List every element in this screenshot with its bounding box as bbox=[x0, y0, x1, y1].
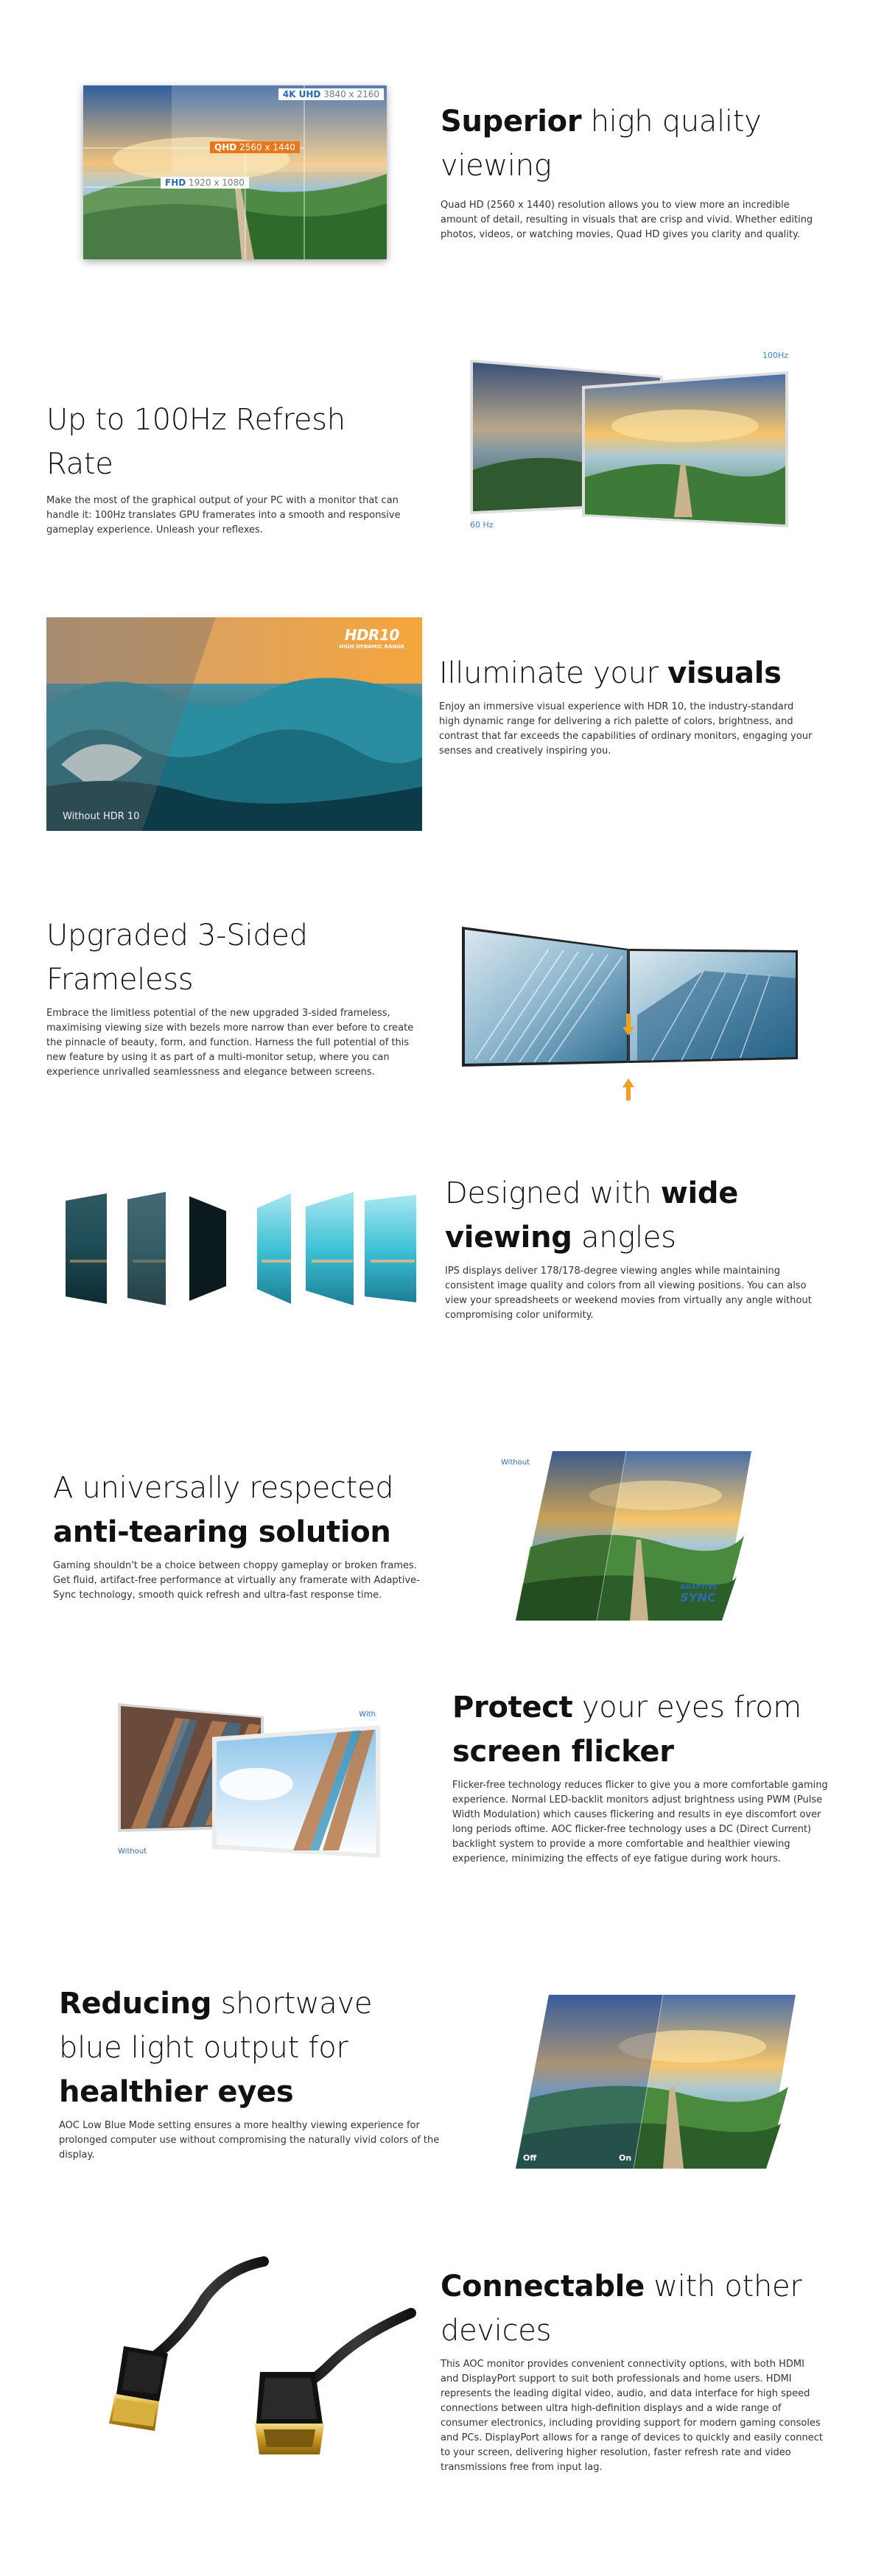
flicker-monitor-with bbox=[212, 1725, 380, 1858]
qhd-heading: Superior high quality viewing bbox=[441, 105, 762, 183]
label-qhd-name: QHD bbox=[214, 142, 237, 152]
viewing-section bbox=[0, 1149, 884, 1385]
refresh-text bbox=[46, 398, 407, 538]
dual-monitor-image bbox=[460, 927, 799, 1126]
viewing-text bbox=[445, 1171, 821, 1323]
label-qhd bbox=[210, 141, 300, 153]
tearing-text bbox=[53, 1466, 436, 1603]
label-4k-uhd bbox=[278, 88, 384, 100]
flicker-text bbox=[452, 1685, 828, 1867]
hdr-comparison-image bbox=[46, 617, 422, 831]
adaptive-sync-logo-top: ADAPTIVE bbox=[680, 1584, 718, 1591]
cables-image bbox=[80, 2254, 418, 2475]
label-without-hdr: Without HDR 10 bbox=[63, 811, 140, 822]
flicker-section bbox=[0, 1672, 884, 1923]
label-60hz: 60 Hz bbox=[470, 520, 494, 530]
viewing-angle-image-dark bbox=[63, 1186, 232, 1311]
frameless-heading: Upgraded 3-Sided Frameless bbox=[46, 919, 308, 997]
refresh-description: Make the most of the graphical output of your PC with a monitor that can handle it: 100Hz translates GPU framerates into a smooth and responsive gameplay experience. Unleash your reflexes. bbox=[46, 495, 401, 536]
hdr10-badge-text: HDR10 bbox=[344, 626, 399, 644]
bluelight-heading: Reducing shortwave blue light output for healthier eyes bbox=[59, 1987, 373, 2109]
label-with-flicker: With bbox=[359, 1710, 376, 1719]
tearing-description: Gaming shouldn't be a choice between choppy gameplay or broken frames. Get fluid, artifact-free performance at virtually any framerate with Adaptive-Sync technology, smooth quick refresh and ultra-fast response time. bbox=[53, 1560, 420, 1601]
label-off: Off bbox=[523, 2153, 537, 2163]
frameless-text bbox=[46, 913, 429, 1080]
monitor-right bbox=[628, 949, 798, 1063]
hdr-text bbox=[439, 651, 815, 759]
label-fhd bbox=[161, 177, 249, 189]
adaptive-sync-image bbox=[501, 1451, 751, 1628]
qhd-description: Quad HD (2560 x 1440) resolution allows you to view more an incredible amount of detail, resulting in visuals that are crisp and vivid. Whether editing photos, videos, or watching movies, Quad HD gives you clarity and quality. bbox=[441, 200, 813, 240]
resolution-comparison-image bbox=[83, 85, 387, 259]
qhd-section bbox=[0, 0, 884, 295]
label-fhd-name: FHD bbox=[165, 178, 186, 188]
flicker-comparison-image bbox=[116, 1703, 382, 1873]
displayport-cable bbox=[109, 2261, 264, 2431]
label-100hz: 100Hz bbox=[762, 351, 788, 360]
flicker-description: Flicker-free technology reduces flicker to give you a more comfortable gaming experience. Normal LED-backlit monitors adjust brightness using PWM (Pulse Width Modulation) which causes flickering and results in eye discomfort over long periods oftime. AOC flicker-free technology uses a DC (Direct Current) backlight system to provide a more comfortable and healthier viewing experience, minimizing the effects of eye fatigue during work hours. bbox=[452, 1780, 828, 1864]
label-fhd-res: 1920 x 1080 bbox=[189, 178, 245, 188]
connect-text bbox=[441, 2264, 824, 2475]
hdmi-cable bbox=[255, 2313, 411, 2454]
qhd-text bbox=[441, 99, 816, 242]
bluelight-description: AOC Low Blue Mode setting ensures a more healthy viewing experience for prolonged computer use without compromising the naturally vivid colors of the display. bbox=[59, 2120, 440, 2161]
monitor-100hz bbox=[582, 371, 788, 527]
connect-section bbox=[0, 2239, 884, 2549]
refresh-comparison-image bbox=[464, 351, 803, 530]
adaptive-sync-logo bbox=[680, 1582, 718, 1603]
label-without-sync: Without bbox=[501, 1459, 530, 1467]
connect-description: This AOC monitor provides convenient connectivity options, with both HDMI and DisplayPort support to suit both professionals and home users. HDMI represents the leading digital video, audio, and data interface for high speed connections between ultra high-definition displays and a wide range of consumer electronics, including providing support for modern gaming consoles and PCs. DisplayPort allows for a range of devices to quickly and easily connect to your screen, delivering higher resolution, faster refresh rate and video transmissions free from input lag. bbox=[441, 2359, 823, 2473]
viewing-description: IPS displays deliver 178/178-degree viewing angles while maintaining consistent image quality and colors from all viewing positions. You can also view your spreadsheets or weekend movies from virtually any angle without compromising color uniformity. bbox=[445, 1266, 812, 1321]
label-without-flicker: Without bbox=[118, 1847, 147, 1856]
hdr-section bbox=[0, 611, 884, 854]
label-qhd-res: 2560 x 1440 bbox=[239, 142, 295, 152]
bluelight-text bbox=[59, 1982, 442, 2163]
hdr-heading: Illuminate your visuals bbox=[439, 656, 782, 690]
frameless-description: Embrace the limitless potential of the new upgraded 3-sided frameless, maximising viewing size with bezels more narrow than ever before to create the pinnacle of beauty, form, and function. Harness the full potential of this new feature by using it as part of a multi-monitor setup, where you can experience unrivalled seamlessness and elegance between screens. bbox=[46, 1008, 414, 1078]
hdr-description: Enjoy an immersive visual experience with HDR 10, the industry-standard high dynamic range for delivering a rich palette of colors, brightness, and contrast that far exceeds the capabilities of ordinary monitors, engaging your senses and creatively inspiring you. bbox=[439, 701, 813, 757]
frameless-section bbox=[0, 899, 884, 1120]
hdr10-badge-sub: HIGH DYNAMIC RANGE bbox=[339, 644, 404, 650]
viewing-angle-image-bright bbox=[254, 1186, 420, 1311]
refresh-heading: Up to 100Hz Refresh Rate bbox=[46, 403, 345, 481]
monitor-left bbox=[462, 927, 628, 1067]
tearing-heading: A universally respected anti-tearing solution bbox=[53, 1471, 394, 1549]
low-blue-comparison-image bbox=[516, 1995, 796, 2169]
connect-heading: Connectable with other devices bbox=[441, 2270, 802, 2348]
tearing-section bbox=[0, 1429, 884, 1650]
label-4k-res: 3840 x 2160 bbox=[323, 89, 379, 99]
adaptive-sync-logo-bottom: SYNC bbox=[680, 1590, 716, 1604]
bluelight-section bbox=[0, 1959, 884, 2203]
flicker-heading: Protect your eyes from screen flicker bbox=[452, 1691, 801, 1769]
label-on: On bbox=[619, 2153, 632, 2163]
label-4k-name: 4K UHD bbox=[282, 89, 321, 99]
hdr10-badge bbox=[340, 626, 405, 650]
viewing-heading: Designed with wide viewing angles bbox=[445, 1176, 739, 1254]
refresh-section bbox=[0, 324, 884, 597]
